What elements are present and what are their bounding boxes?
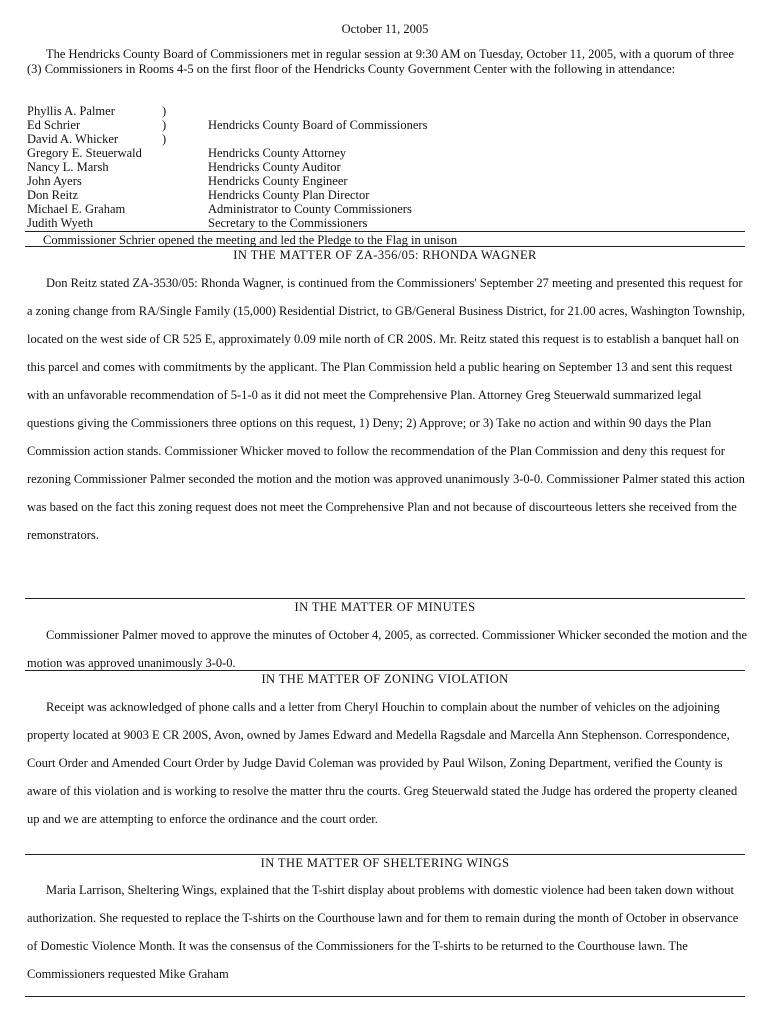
section-text: Don Reitz stated ZA-3530/05: Rhonda Wagner, is continued from the Commissioners' September 27 meeting and presented this request for a zoning change from RA/Single Family (15,000) Residential District, to GB/General Business District, for 21.00 acres, Washington Township, located on the west side of CR 525 E, approximately 0.09 mile north of CR 200S. Mr. Reitz stated this request is to establish a banquet hall on this parcel and comes with commitments by the applicant. The Plan Commission held a public hearing on September 13 and sent this request with an unfavorable recommendation of 5-1-0 as it did not meet the Comprehensive Plan. Attorney Greg Steuerwald summarized legal questions giving the Commissioners three options on this request, 1) Deny; 2) Approve; or 3) Take no action and within 90 days the Plan Commission action stands. Commissioner Whicker moved to follow the recommendation of the Plan Commission and deny this request for rezoning Commissioner Palmer seconded the motion and the motion was approved unanimously 3-0-0. Commissioner Palmer stated this action was based on the fact this zoning request does not meet the Comprehensive Plan and not because of discourteous letters she received from the remonstrators. — [27, 276, 746, 542]
section-divider — [25, 670, 745, 671]
attendee-name: Don Reitz — [27, 188, 79, 202]
attendee-title: Secretary to the Commissioners — [208, 216, 368, 230]
section-body — [27, 269, 747, 549]
intro-text: The Hendricks County Board of Commissioners met in regular session at 9:30 AM on Tuesday, October 11, 2005, with a quorum of three (3) Commissioners in Rooms 4-5 on the first floor of the Hendricks County Government Center with the following in attendance: — [27, 47, 734, 76]
attendee-title: Hendricks County Engineer — [208, 174, 348, 188]
section-body — [27, 621, 747, 677]
attendee-name: Michael E. Graham — [27, 202, 126, 216]
opening-statement: Commissioner Schrier opened the meeting and led the Pledge to the Flag in unison — [43, 233, 458, 247]
attendee-name: Phyllis A. Palmer — [27, 104, 115, 118]
section-divider — [25, 598, 745, 599]
attendance-row — [27, 146, 747, 160]
attendee-title: Administrator to County Commissioners — [208, 202, 412, 216]
attendance-row — [27, 132, 747, 146]
attendance-row — [27, 118, 747, 132]
section-divider — [25, 246, 745, 247]
attendee-bracket: ) — [162, 118, 167, 132]
attendance-row — [27, 160, 747, 174]
section-body — [27, 876, 747, 988]
attendee-title: Hendricks County Auditor — [208, 160, 341, 174]
attendance-list — [27, 104, 747, 230]
section-divider — [25, 996, 745, 997]
attendee-bracket: ) — [162, 104, 167, 118]
attendance-row — [27, 202, 747, 216]
section-heading: IN THE MATTER OF SHELTERING WINGS — [260, 856, 510, 870]
attendee-name: Ed Schrier — [27, 118, 81, 132]
meeting-date: October 11, 2005 — [341, 22, 429, 36]
section-text: Maria Larrison, Sheltering Wings, explained that the T-shirt display about problems with domestic violence had been taken down without authorization. She requested to replace the T-shirts on the Courthouse lawn and for them to remain during the month of October in observance of Domestic Violence Month. It was the consensus of the Commissioners for the T-shirts to be returned to the Courthouse lawn. The Commissioners requested Mike Graham — [27, 883, 739, 981]
section-text: Commissioner Palmer moved to approve the minutes of October 4, 2005, as corrected. Commissioner Whicker seconded the motion and the motion was approved unanimously 3-0-0. — [27, 628, 747, 670]
attendee-name: Gregory E. Steuerwald — [27, 146, 142, 160]
section-divider — [25, 854, 745, 855]
attendee-name: Nancy L. Marsh — [27, 160, 109, 174]
attendee-title: Hendricks County Board of Commissioners — [208, 118, 428, 132]
section-heading: IN THE MATTER OF MINUTES — [294, 600, 476, 614]
attendee-name: Judith Wyeth — [27, 216, 94, 230]
attendance-row — [27, 216, 747, 230]
attendee-name: David A. Whicker — [27, 132, 119, 146]
section-heading: IN THE MATTER OF ZA-356/05: RHONDA WAGNER — [233, 248, 537, 262]
intro-paragraph — [27, 47, 747, 76]
attendee-name: John Ayers — [27, 174, 82, 188]
attendance-row — [27, 174, 747, 188]
section-body — [27, 693, 747, 833]
section-divider — [25, 231, 745, 232]
section-heading: IN THE MATTER OF ZONING VIOLATION — [261, 672, 509, 686]
attendee-title: Hendricks County Plan Director — [208, 188, 370, 202]
attendee-title: Hendricks County Attorney — [208, 146, 347, 160]
attendance-row — [27, 104, 747, 118]
section-text: Receipt was acknowledged of phone calls and a letter from Cheryl Houchin to complain about the number of vehicles on the adjoining property located at 9003 E CR 200S, Avon, owned by James Edward and Medella Ragsdale and Marcella Ann Stephenson. Correspondence, Court Order and Amended Court Order by Judge David Coleman was provided by Paul Wilson, Zoning Department, verified the County is aware of this violation and is working to resolve the matter thru the courts. Greg Steuerwald stated the Judge has ordered the property cleaned up and we are attempting to enforce the ordinance and the court order. — [27, 700, 738, 826]
attendee-bracket: ) — [162, 132, 167, 146]
attendance-row — [27, 188, 747, 202]
